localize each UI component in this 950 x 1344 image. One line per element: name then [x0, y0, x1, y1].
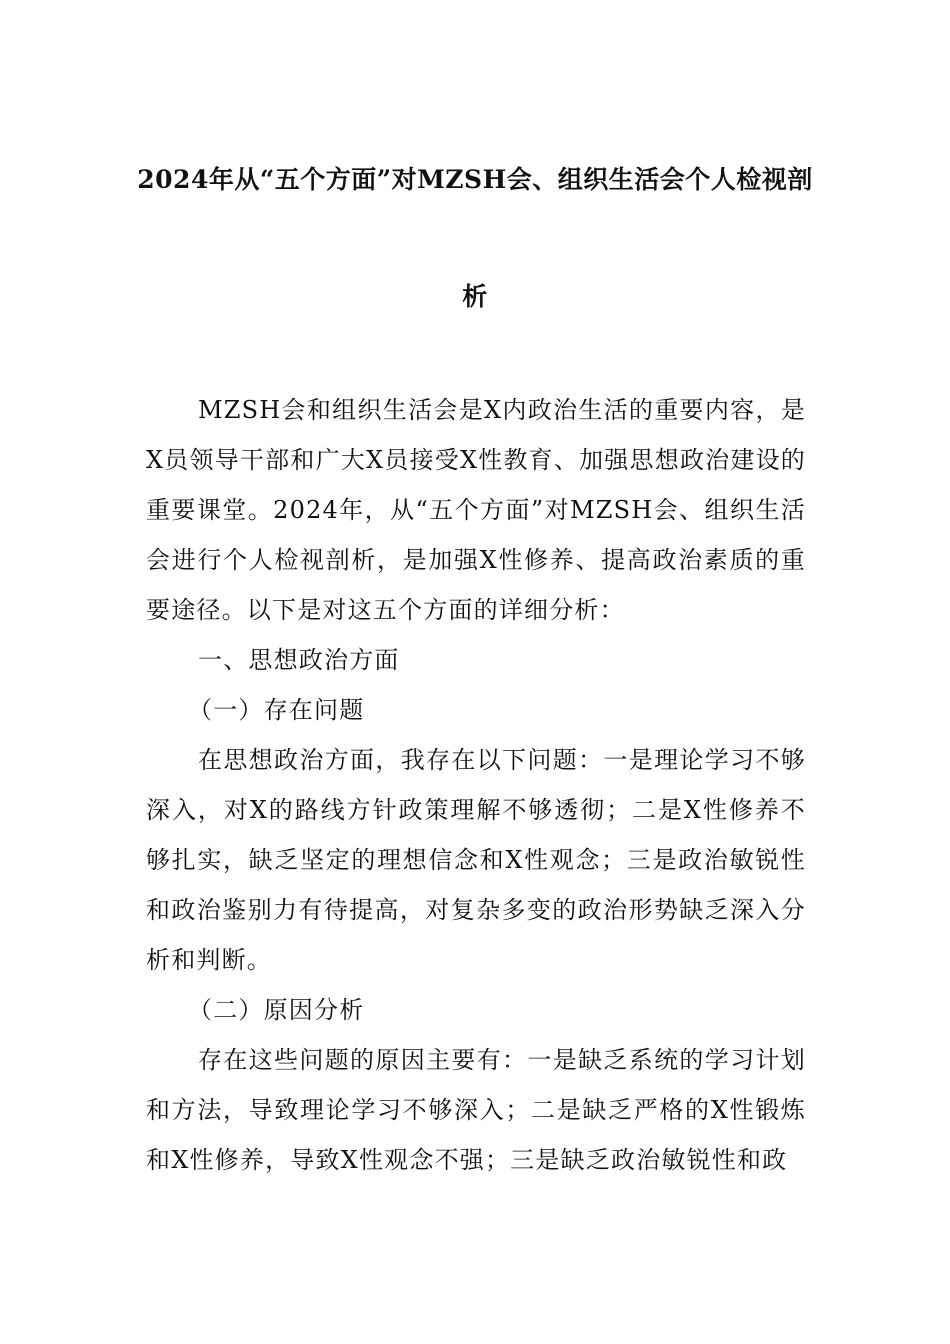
document-title-line-1: 2024年从“五个方面”对MZSH会、组织生活会个人检视剖	[137, 165, 813, 194]
section-heading-ideology: 一、思想政治方面	[198, 646, 400, 674]
document-title-line-2: 析	[462, 282, 488, 311]
document-body	[146, 385, 806, 1185]
problems-paragraph: 在思想政治方面，我存在以下问题：一是理论学习不够深入，对X的路线方针政策理解不够透彻；二是X性修养不够扎实，缺乏坚定的理想信念和X性观念；三是政治敏锐性和政治鉴别力有待提高，对复杂多变的政治形势缺乏深入分析和判断。	[146, 746, 806, 974]
subsection-heading-causes: （二）原因分析	[188, 996, 365, 1024]
causes-paragraph: 存在这些问题的原因主要有：一是缺乏系统的学习计划和方法，导致理论学习不够深入；二是缺乏严格的X性锻炼和X性修养，导致X性观念不强；三是缺乏政治敏锐性和政	[146, 1046, 806, 1174]
intro-paragraph: MZSH会和组织生活会是X内政治生活的重要内容，是X员领导干部和广大X员接受X性教育、加强思想政治建设的重要课堂。2024年，从“五个方面”对MZSH会、组织生活会进行个人检视剖析，是加强X性修养、提高政治素质的重要途径。以下是对这五个方面的详细分析：	[146, 396, 806, 624]
subsection-heading-problems: （一）存在问题	[188, 696, 365, 724]
